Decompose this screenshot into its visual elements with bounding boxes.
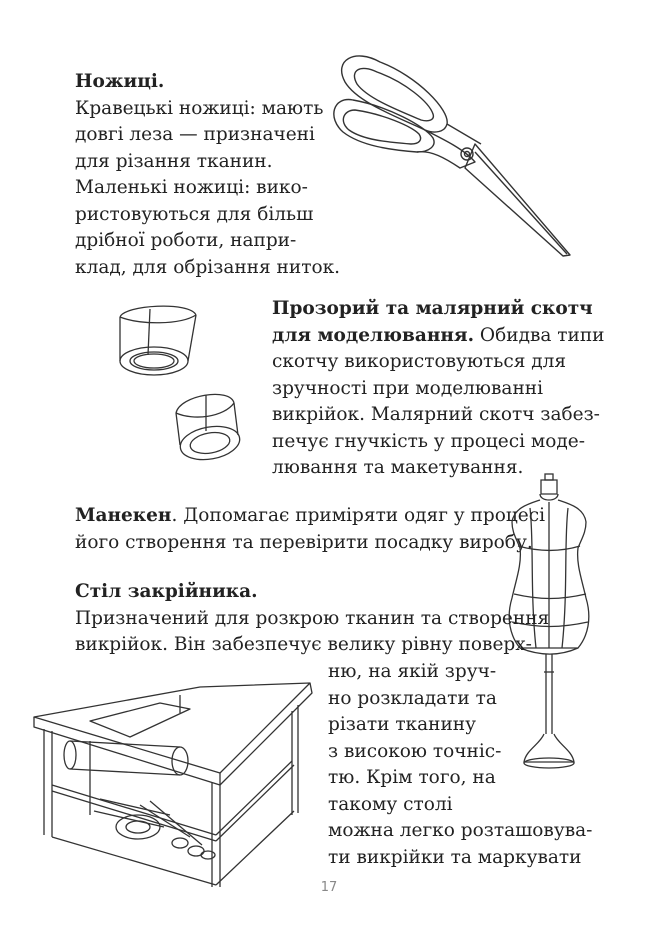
text-line: Призначений для розкрою тканин та створення xyxy=(75,607,550,629)
text-line: клад, для обрізання ниток. xyxy=(75,256,341,278)
scissors-illustration xyxy=(325,40,580,265)
text-line: різати тканину xyxy=(328,714,477,735)
text-line: но розкладати та xyxy=(328,687,497,709)
table-section-wrap xyxy=(328,659,592,871)
text-line: такому столі xyxy=(328,793,453,815)
scissors-title: Ножиці. xyxy=(75,71,165,92)
scissors-section xyxy=(75,69,340,281)
tape-illustration xyxy=(110,295,260,470)
text-line: тю. Крім того, на xyxy=(328,767,496,788)
text-line: з високою точніс- xyxy=(328,740,502,762)
text-line: Обидва типи xyxy=(474,324,605,346)
text-line: лювання та макетування. xyxy=(272,457,524,478)
text-line: ристовуються для більш xyxy=(75,203,314,225)
tape-title-cont: для моделювання. xyxy=(272,324,475,346)
text-line: його створення та перевірити посадку виробу. xyxy=(75,531,533,553)
text-line: для різання тканин. xyxy=(75,150,273,172)
mannequin-title: Манекен xyxy=(75,505,172,526)
text-line: ню, на якій зруч- xyxy=(328,661,497,682)
text-line: викрійок. Малярний скотч забез- xyxy=(272,404,600,425)
tape-title: Прозорий та малярний скотч xyxy=(272,298,593,319)
table-section xyxy=(75,579,549,659)
text-line: ти викрійки та маркувати xyxy=(328,846,582,868)
text-line: довгі леза — призначені xyxy=(75,124,315,145)
text-line: печує гнучкість у процесі моде- xyxy=(272,430,586,452)
tape-section xyxy=(272,296,605,482)
text-line: скотчу використовуються для xyxy=(272,351,567,372)
text-line: викрійок. Він забезпечує велику рівну поверх- xyxy=(75,634,532,655)
text-line: дрібної роботи, напри- xyxy=(75,230,297,251)
text-line: Кравецькі ножиці: мають xyxy=(75,97,324,119)
text-line: можна легко розташовува- xyxy=(328,820,593,841)
page-number: 17 xyxy=(320,880,338,895)
cutting-table-illustration xyxy=(30,665,320,890)
table-title: Стіл закрійника. xyxy=(75,581,258,602)
text-line: . Допомагає приміряти одяг у процесі xyxy=(171,505,545,526)
text-line: Маленькі ножиці: вико- xyxy=(75,177,308,198)
mannequin-section xyxy=(75,503,545,556)
text-line: зручності при моделюванні xyxy=(272,377,544,399)
